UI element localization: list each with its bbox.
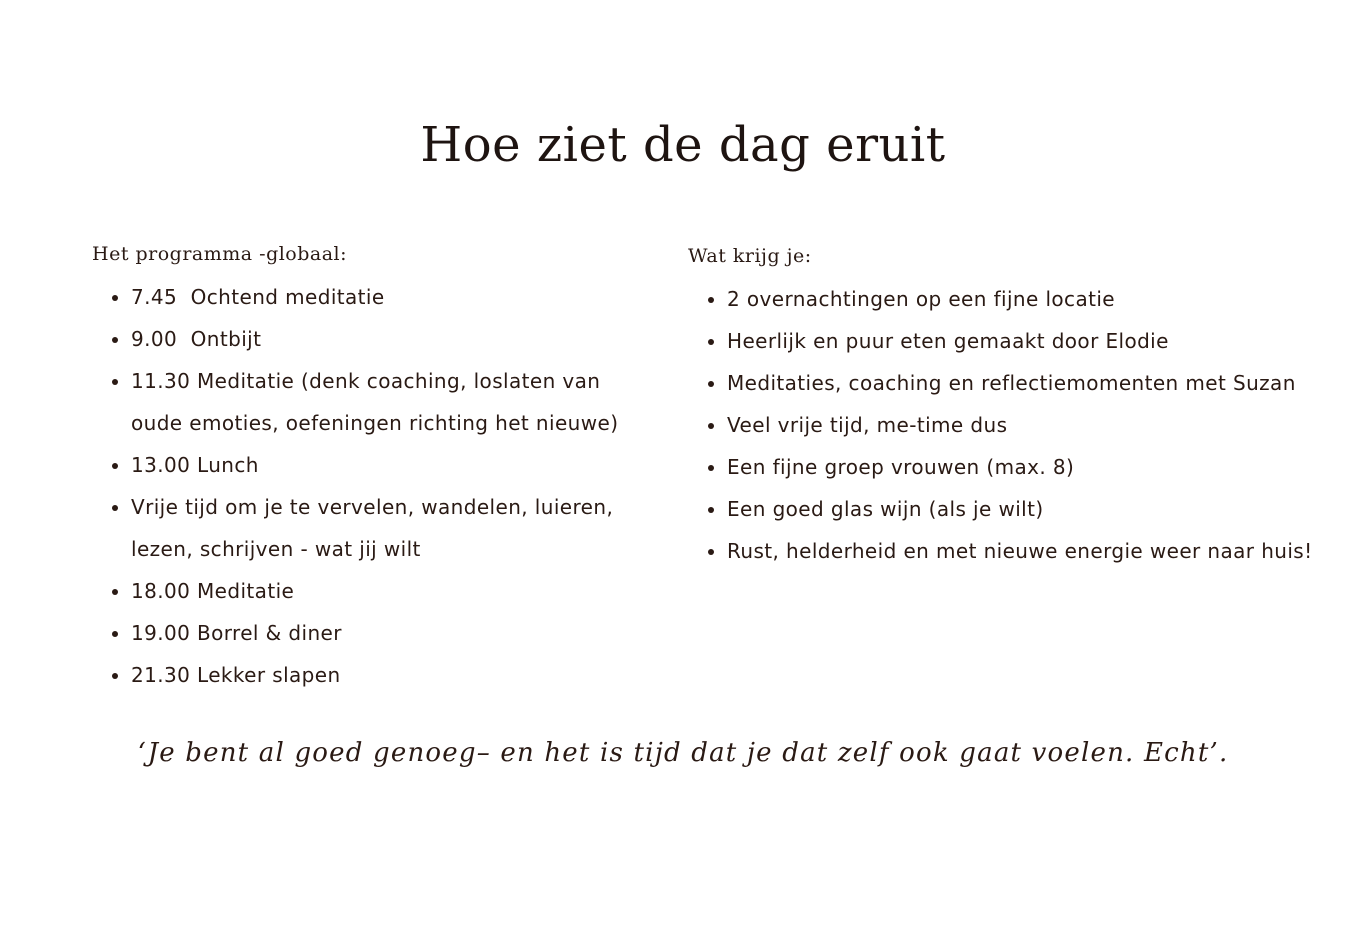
program-item — [131, 444, 731, 486]
quote: ‘Je bent al goed genoeg– en het is tijd dat je dat zelf ook gaat voelen. Echt’. — [137, 738, 1229, 768]
included-item-text: Een fijne groep vrouwen (max. 8) — [727, 455, 1075, 479]
included-item-text: Meditaties, coaching en reflectiemomenten met Suzan — [727, 371, 1296, 395]
program-item-text: Vrije tijd om je te vervelen, wandelen, luieren, — [131, 495, 614, 519]
included-item — [727, 362, 1366, 404]
included-item-text: Veel vrije tijd, me-time dus — [727, 413, 1008, 437]
included-heading: Wat krijg je: — [688, 245, 812, 267]
program-item-text: 18.00 Meditatie — [131, 579, 295, 603]
program-item-text-continued: oude emoties, oefeningen richting het nieuwe) — [131, 411, 619, 435]
program-heading: Het programma -globaal: — [92, 243, 348, 265]
included-item-text: Rust, helderheid en met nieuwe energie weer naar huis! — [727, 539, 1313, 563]
program-item — [131, 654, 731, 696]
included-item — [727, 530, 1366, 572]
program-item-text: 11.30 Meditatie (denk coaching, loslaten van — [131, 369, 601, 393]
program-list — [92, 276, 731, 696]
program-item — [131, 612, 731, 654]
included-item-text: Een goed glas wijn (als je wilt) — [727, 497, 1044, 521]
program-item — [131, 570, 731, 612]
program-item — [131, 276, 731, 318]
page-title: Hoe ziet de dag eruit — [420, 117, 946, 173]
included-item — [727, 320, 1366, 362]
program-item — [131, 360, 731, 444]
program-item-text-continued: lezen, schrijven - wat jij wilt — [131, 537, 421, 561]
program-item — [131, 486, 731, 570]
program-item-text: 21.30 Lekker slapen — [131, 663, 341, 687]
program-item-text: 7.45 Ochtend meditatie — [131, 285, 385, 309]
program-item-text: 9.00 Ontbijt — [131, 327, 262, 351]
program-item-text: 13.00 Lunch — [131, 453, 259, 477]
included-item — [727, 488, 1366, 530]
included-item-text: 2 overnachtingen op een fijne locatie — [727, 287, 1116, 311]
included-item — [727, 446, 1366, 488]
program-item-text: 19.00 Borrel & diner — [131, 621, 342, 645]
included-list — [688, 278, 1366, 572]
included-item — [727, 404, 1366, 446]
program-item — [131, 318, 731, 360]
included-item — [727, 278, 1366, 320]
included-item-text: Heerlijk en puur eten gemaakt door Elodie — [727, 329, 1169, 353]
